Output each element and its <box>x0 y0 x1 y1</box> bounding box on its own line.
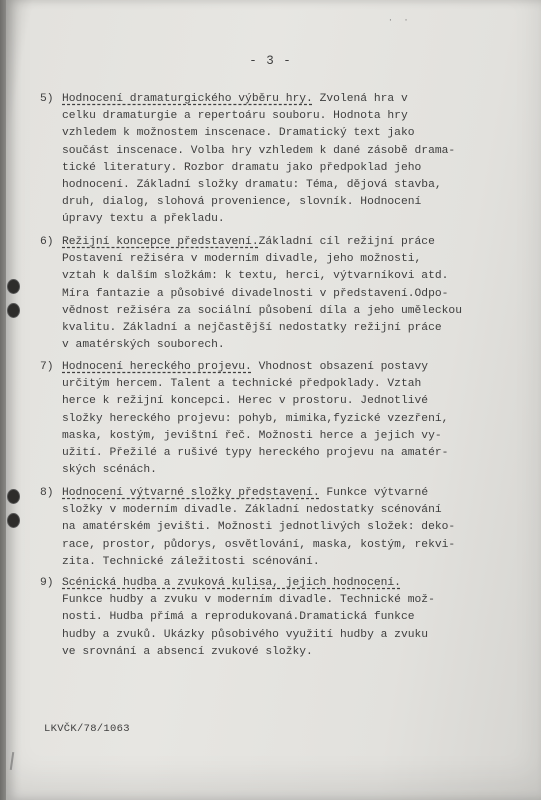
section-line: druh, dialog, slohová provenience, slovník. Hodnocení <box>62 196 422 209</box>
section-body <box>62 575 510 661</box>
section-line: Zvolená hra v <box>312 93 408 105</box>
section-line: maska, kostým, jevištní řeč. Možnosti herce a jejich vy- <box>62 429 442 442</box>
punch-hole <box>8 304 19 317</box>
punch-hole <box>8 490 19 503</box>
section-body <box>62 485 510 571</box>
section-line: hodnocení. Základní složky dramatu: Téma, dějová stavba, <box>62 179 442 192</box>
section-number: 6) <box>40 236 54 248</box>
section-line: zita. Technické záležitosti scénování. <box>62 555 320 568</box>
section-line: herce k režijní koncepci. Herec v prostoru. Jednotlivé <box>62 395 429 408</box>
section-line: Funkce hudby a zvuku v moderním divadle. Technické mož- <box>62 594 435 607</box>
section-line: nosti. Hudba přímá a reprodukovaná.Dramatická funkce <box>62 611 415 624</box>
section-line: složky hereckého projevu: pohyb, mimika,fyzické vzezření, <box>62 412 449 425</box>
page-number: - 3 - <box>249 54 292 68</box>
section-number: 9) <box>40 577 54 589</box>
section-heading: Hodnocení výtvarné složky představení. <box>62 487 320 499</box>
section-item-6 <box>40 234 510 354</box>
punch-hole <box>8 514 19 527</box>
section-item-5 <box>40 91 510 229</box>
section-heading: Hodnocení dramaturgického výběru hry. <box>62 93 313 105</box>
section-line: Vhodnost obsazení postavy <box>251 361 429 373</box>
section-item-8 <box>40 485 510 571</box>
section-line: složky v moderním divadle. Základní nedostatky scénování <box>62 504 442 517</box>
section-line: Funkce výtvarné <box>319 487 429 499</box>
section-line: celku dramaturgie a repertoáru souboru. Hodnota hry <box>62 110 408 123</box>
section-line: tické literatury. Rozbor dramatu jako předpoklad jeho <box>62 161 422 174</box>
section-line: součást inscenace. Volba hry vzhledem k dané zásobě drama- <box>62 144 456 157</box>
punch-hole <box>8 280 19 293</box>
section-line: race, prostor, půdorys, osvětlování, maska, kostým, rekvi- <box>62 538 456 551</box>
faint-specks: · · <box>388 16 412 25</box>
section-heading: Režijní koncepce představení. <box>62 236 259 248</box>
section-line: hudby a zvuků. Ukázky působivého využití hudby a zvuku <box>62 628 429 641</box>
section-item-7 <box>40 359 510 479</box>
section-line: určitým hercem. Talent a technické předpoklady. Vztah <box>62 378 422 391</box>
section-line: Základní cíl režijní práce <box>258 236 435 248</box>
archive-code: LKVČK/78/1063 <box>44 723 130 735</box>
section-number: 7) <box>40 361 54 373</box>
section-line: kvalitu. Základní a nejčastější nedostatky režijní práce <box>62 322 442 335</box>
section-body <box>62 359 510 479</box>
section-line: úpravy textu a překladu. <box>62 213 225 226</box>
section-body <box>62 91 510 229</box>
section-line: ve srovnání a absencí zvukové složky. <box>62 645 313 658</box>
section-number: 5) <box>40 93 54 105</box>
section-line: vědnost režiséra za sociální působení díla a jeho uměleckou <box>62 304 462 317</box>
section-line: Postavení režiséra v moderním divadle, jeho možnosti, <box>62 253 422 266</box>
section-line: Míra fantazie a působivé divadelnosti v představení.Odpo- <box>62 287 449 300</box>
section-heading: Scénická hudba a zvuková kulisa, jejich hodnocení. <box>62 577 401 589</box>
section-line: vzhledem k možnostem inscenace. Dramatický text jako <box>62 127 415 140</box>
section-item-9 <box>40 575 510 661</box>
section-body <box>62 234 510 354</box>
section-line: v amatérských souborech. <box>62 339 225 352</box>
section-heading: Hodnocení hereckého projevu. <box>62 361 252 373</box>
section-line: ských scénách. <box>62 464 157 477</box>
section-line: užití. Přežilé a rušivé typy hereckého projevu na amatér- <box>62 447 449 460</box>
section-line: vztah k dalším složkám: k textu, herci, výtvarníkovi atd. <box>62 270 449 283</box>
section-number: 8) <box>40 487 54 499</box>
section-line: na amatérském jevišti. Možnosti jednotlivých složek: deko- <box>62 521 456 534</box>
